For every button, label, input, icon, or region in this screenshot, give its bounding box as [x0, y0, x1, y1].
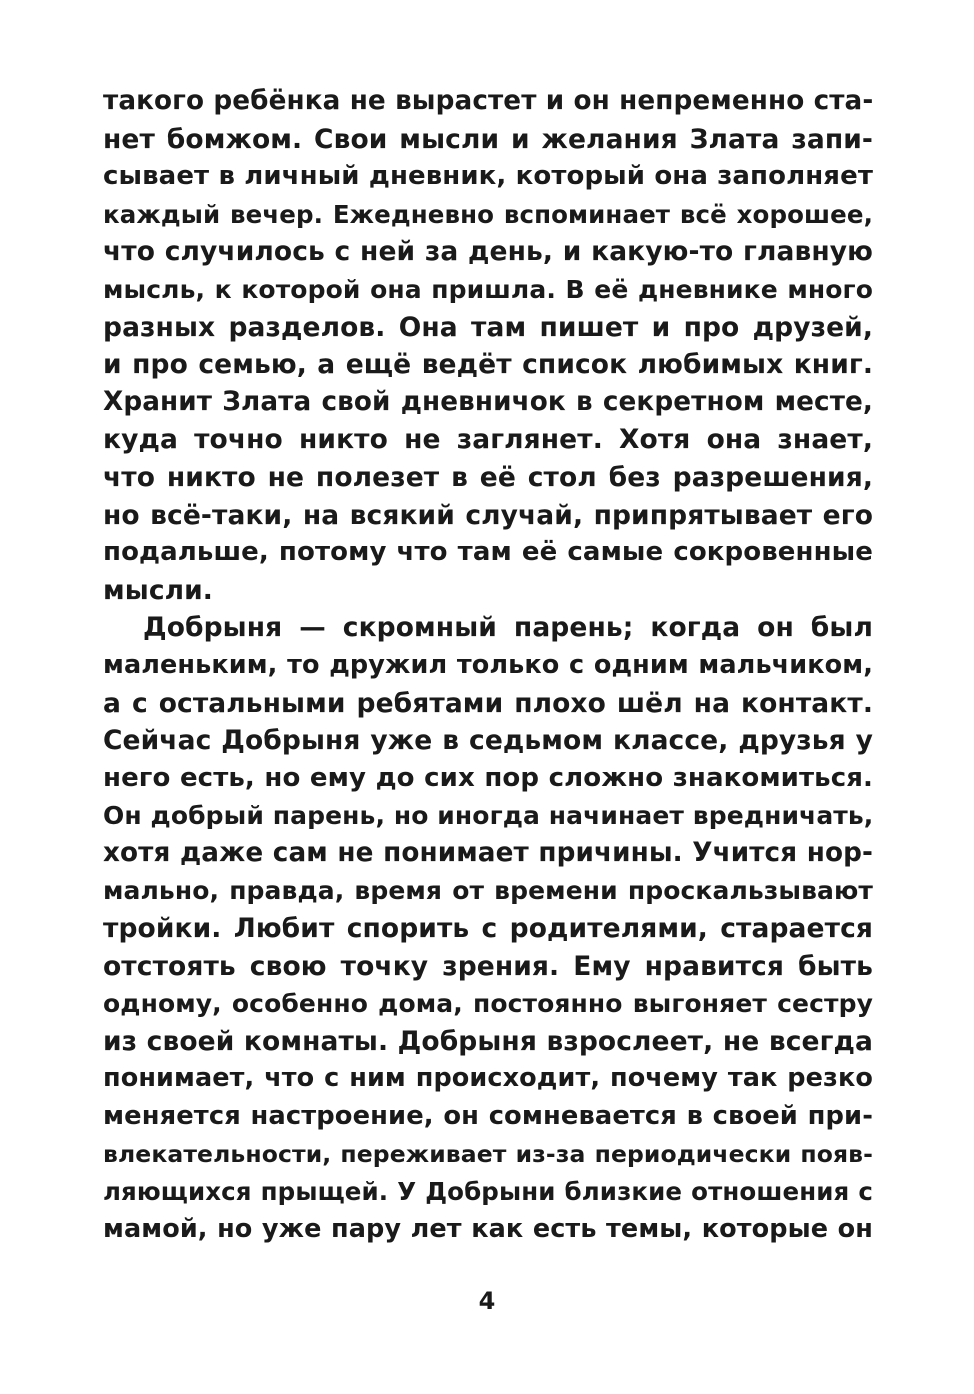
text-line: одному, особенно дома, постоянно выгоняет сестру [103, 989, 873, 1019]
text-line: влекательности, переживает из-за периодически появ- [103, 1139, 873, 1168]
text-line: из своей комнаты. Добрыня взрослеет, не всегда [103, 1025, 873, 1057]
text-line: мысли. [103, 574, 213, 606]
text-line: Он добрый парень, но иногда начинает вредничать, [103, 801, 874, 831]
text-line: такого ребёнка не вырастет и он непременно ста- [103, 86, 874, 116]
text-line: и про семью, а ещё ведёт список любимых книг. [103, 349, 873, 381]
text-line: мамой, но уже пару лет как есть темы, которые он [103, 1213, 873, 1244]
text-line: разных разделов. Она там пишет и про друзей, [103, 311, 873, 343]
text-line: а с остальными ребятами плохо шёл на контакт. [103, 687, 873, 719]
text-line: Хранит Злата свой дневничок в секретном месте, [103, 386, 873, 417]
text-line: что никто не полезет в её стол без разрешения, [103, 461, 873, 493]
text-line: тройки. Любит спорить с родителями, старается [103, 913, 873, 945]
text-line: что случилось с ней за день, и какую-то главную [103, 236, 873, 268]
text-line: мально, правда, время от времени проскальзывают [103, 876, 873, 906]
paragraph-2 [103, 609, 873, 1248]
text-line: маленьким, то дружил только с одним мальчиком, [103, 649, 873, 680]
text-line: но всё-таки, на всякий случай, припрятывает его [103, 499, 873, 531]
text-line: мысль, к которой она пришла. В её дневнике много [103, 274, 873, 304]
text-line: нет бомжом. Свои мысли и желания Злата запи- [103, 123, 873, 155]
text-line: куда точно никто не заглянет. Хотя она знает, [103, 424, 873, 456]
text-line: хотя даже сам не понимает причины. Учится нор- [103, 837, 873, 868]
text-line: меняется настроение, он сомневается в своей при- [103, 1101, 873, 1132]
text-line: подальше, потому что там её самые сокровенные [103, 537, 873, 568]
text-line: Добрыня — скромный парень; когда он был [143, 612, 873, 644]
text-line: каждый вечер. Ежедневно вспоминает всё хорошее, [103, 199, 873, 229]
body-text [103, 83, 873, 1248]
page-number: 4 [478, 1287, 496, 1315]
text-line: ляющихся прыщей. У Добрыни близкие отношения с [103, 1177, 873, 1207]
text-line: сывает в личный дневник, который она заполняет [103, 161, 873, 192]
text-line: него есть, но ему до сих пор сложно знакомиться. [103, 762, 873, 793]
paragraph-1 [103, 83, 873, 609]
text-line: Сейчас Добрыня уже в седьмом классе, друзья у [103, 725, 873, 757]
text-line: понимает, что с ним происходит, почему так резко [103, 1063, 873, 1094]
text-line: отстоять свою точку зрения. Ему нравится быть [103, 950, 873, 982]
